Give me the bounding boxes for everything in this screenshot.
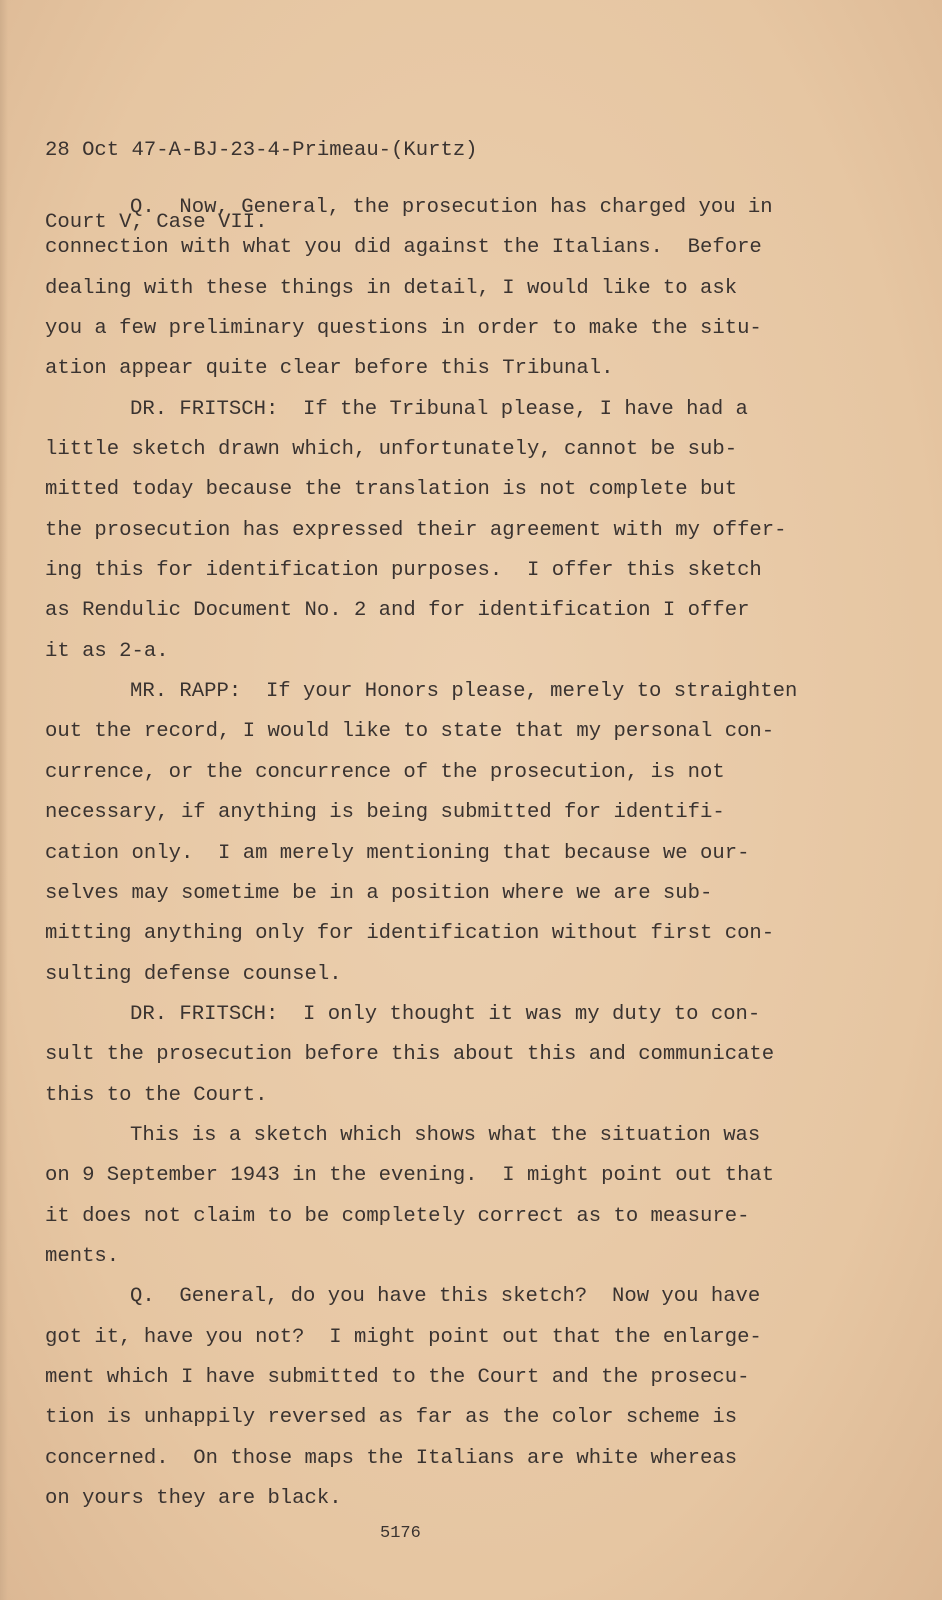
transcript-line: ments. (45, 1244, 120, 1268)
transcript-line: tion is unhappily reversed as far as the color scheme is (45, 1406, 738, 1430)
transcript-line: Q. Now, General, the prosecution has charged you in (130, 196, 773, 219)
transcript-line: got it, have you not? I might point out that the enlarge- (45, 1325, 762, 1349)
transcript-line: sult the prosecution before this about this and communicate (45, 1043, 775, 1067)
transcript-line: it does not claim to be completely correct as to measure- (45, 1204, 750, 1228)
transcript-line: out the record, I would like to state that my personal con- (45, 720, 775, 744)
transcript-line: ation appear quite clear before this Tribunal. (45, 357, 614, 381)
header-court-case: Court V, Case VII. (45, 211, 268, 234)
transcript-line: concerned. On those maps the Italians are white whereas (45, 1446, 738, 1470)
transcript-line: Q. General, do you have this sketch? Now you have (130, 1285, 761, 1309)
transcript-line: dealing with these things in detail, I would like to ask (45, 276, 738, 300)
transcript-line: cation only. I am merely mentioning that because we our- (45, 841, 750, 865)
transcript-body (45, 188, 797, 1519)
transcript-line: as Rendulic Document No. 2 and for identification I offer (45, 599, 750, 623)
transcript-line: little sketch drawn which, unfortunately, cannot be sub- (45, 438, 738, 462)
transcript-line: mitting anything only for identification without first con- (45, 922, 775, 946)
transcript-line: sulting defense counsel. (45, 962, 342, 986)
paper-edge (0, 0, 8, 1600)
transcript-line: selves may sometime be in a position where we are sub- (45, 881, 713, 905)
transcript-line: DR. FRITSCH: I only thought it was my duty to con- (130, 1002, 761, 1026)
transcript-line: on yours they are black. (45, 1487, 342, 1510)
header-reference: 28 Oct 47-A-BJ-23-4-Primeau-(Kurtz) (45, 139, 478, 162)
transcript-line: currence, or the concurrence of the prosecution, is not (45, 760, 725, 784)
transcript-line: on 9 September 1943 in the evening. I might point out that (45, 1164, 775, 1188)
transcript-line: necessary, if anything is being submitted for identifi- (45, 801, 725, 825)
transcript-line: DR. FRITSCH: If the Tribunal please, I have had a (130, 397, 748, 421)
transcript-line: you a few preliminary questions in order to make the situ- (45, 317, 762, 341)
transcript-line: it as 2-a. (45, 639, 169, 663)
transcript-line: ment which I have submitted to the Court and the prosecu- (45, 1365, 750, 1389)
transcript-line: MR. RAPP: If your Honors please, merely to straighten (130, 680, 798, 704)
transcript-line: the prosecution has expressed their agreement with my offer- (45, 518, 787, 542)
transcript-line: this to the Court. (45, 1083, 268, 1107)
page-number: 5176 (380, 1524, 421, 1543)
transcript-line: This is a sketch which shows what the situation was (130, 1123, 761, 1147)
transcript-line: ing this for identification purposes. I offer this sketch (45, 559, 762, 583)
transcript-line: connection with what you did against the Italians. Before (45, 236, 762, 260)
transcript-line: mitted today because the translation is not complete but (45, 478, 738, 502)
